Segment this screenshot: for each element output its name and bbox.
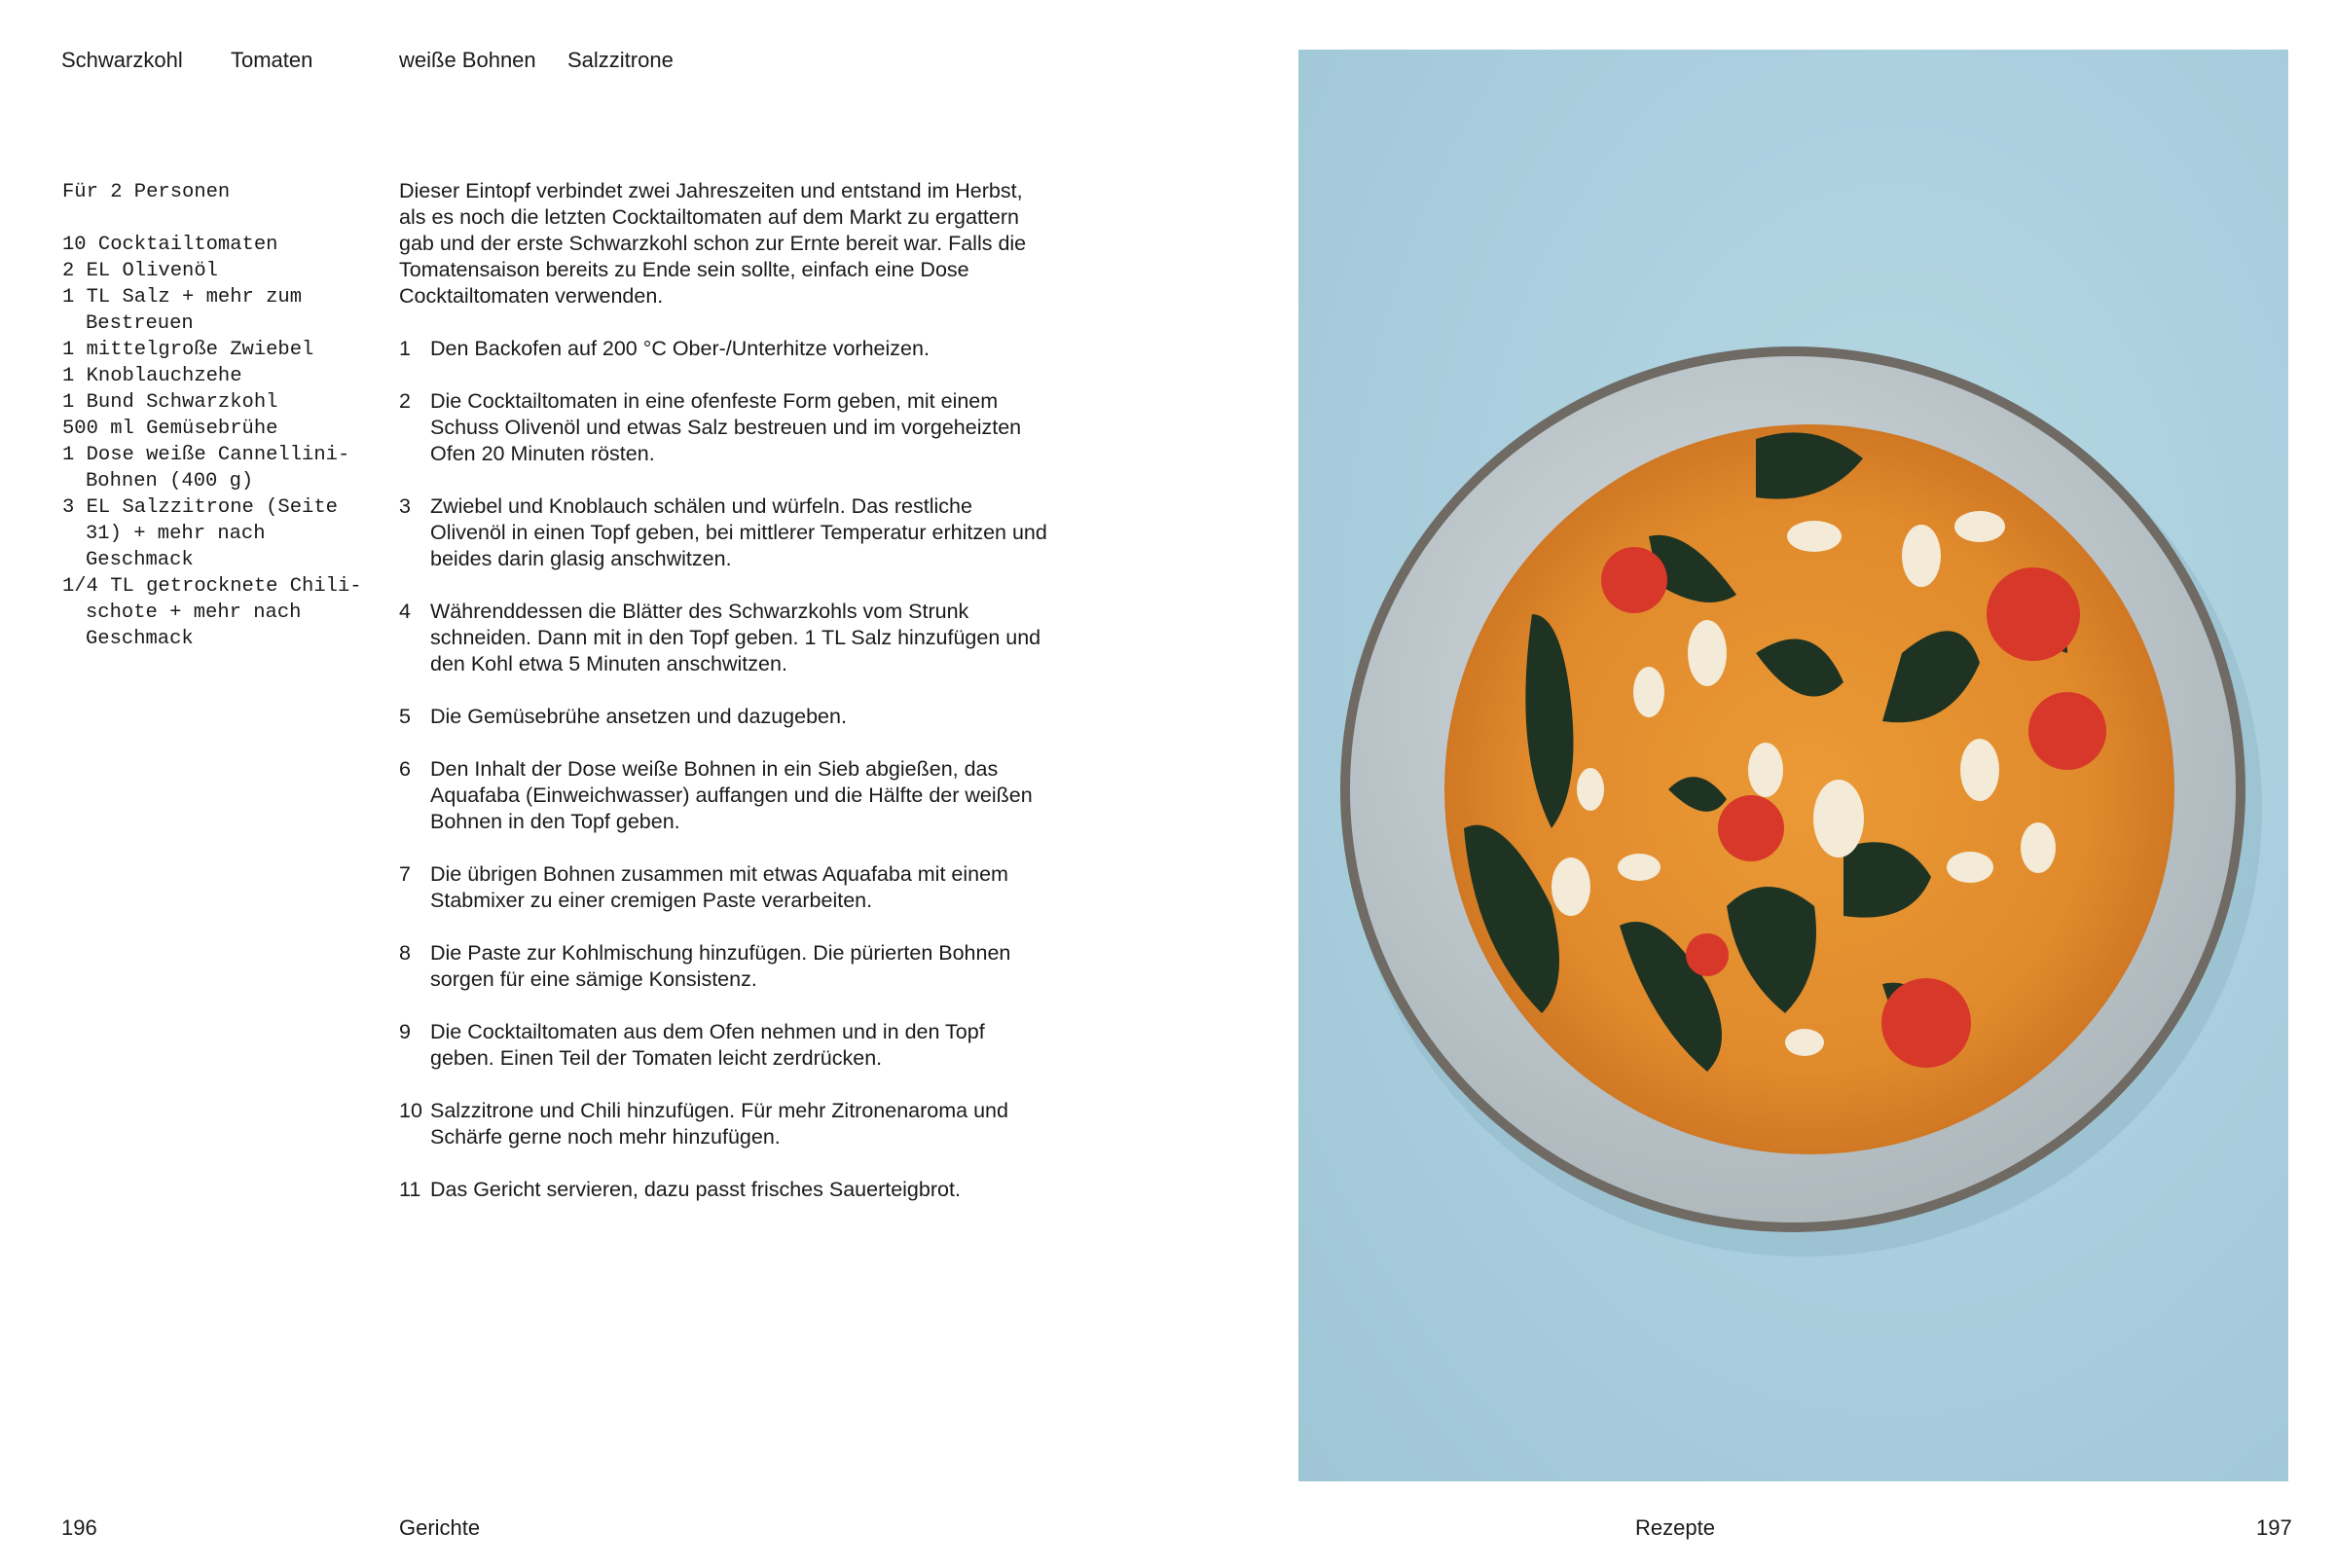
step-text: Zwiebel und Knoblauch schälen und würfeln. Das restliche Olivenöl in einen Topf geben, bei mittlerer Temperatur erhitzen und beides darin glasig anschwitzen. (430, 494, 1047, 570)
step-text: Die Gemüsebrühe ansetzen und dazugeben. (430, 705, 847, 728)
step-number: 7 (399, 862, 411, 886)
left-page-number: 196 (61, 1515, 97, 1540)
right-page-number: 197 (2256, 1515, 2292, 1540)
ingredient-item: 1 Bund Schwarzkohl (62, 391, 278, 414)
step-number: 5 (399, 705, 411, 728)
step-text: Die übrigen Bohnen zusammen mit etwas Aquafaba mit einem Stabmixer zu einer cremigen Paste verarbeiten. (430, 862, 1008, 912)
recipe-method (399, 178, 1051, 1229)
step-number: 8 (399, 941, 411, 965)
ingredient-item: 1 TL Salz + mehr zum Bestreuen (62, 286, 303, 335)
step-number: 9 (399, 1020, 411, 1043)
step-text: Den Backofen auf 200 °C Ober-/Unterhitze vorheizen. (430, 337, 930, 360)
ingredient-item: 1 mittelgroße Zwiebel (62, 339, 314, 361)
step-number: 1 (399, 337, 411, 360)
ingredient-item: 3 EL Salzzitrone (Seite 31) + mehr nach Geschmack (62, 496, 338, 571)
step-text: Die Cocktailtomaten in eine ofenfeste Form geben, mit einem Schuss Olivenöl und etwas Salz bestreuen und im vorgeheizten Ofen 20 Minuten rösten. (430, 389, 1022, 465)
step-text: Die Paste zur Kohlmischung hinzufügen. Die pürierten Bohnen sorgen für eine sämige Konsistenz. (430, 941, 1011, 991)
step-text: Die Cocktailtomaten aus dem Ofen nehmen und in den Topf geben. Einen Teil der Tomaten leicht zerdrücken. (430, 1020, 985, 1070)
soup-bowl-illustration (1298, 50, 2288, 1481)
method-step (399, 1019, 1051, 1072)
step-text: Das Gericht servieren, dazu passt frisches Sauerteigbrot. (430, 1178, 961, 1201)
method-step (399, 1177, 1051, 1203)
method-step (399, 1098, 1051, 1150)
method-step (399, 756, 1051, 835)
ingredient-item: 1 Knoblauchzehe (62, 365, 242, 387)
ingredient-item: 500 ml Gemüsebrühe (62, 418, 278, 440)
header-tag-salzzitrone: Salzzitrone (567, 48, 674, 72)
method-step (399, 336, 1051, 362)
left-section-label: Gerichte (399, 1515, 481, 1540)
header-tag-weisse-bohnen: weiße Bohnen (399, 48, 536, 72)
ingredient-item: 1/4 TL getrocknete Chili-schote + mehr nach Geschmack (62, 575, 362, 650)
step-number: 3 (399, 494, 411, 518)
step-number: 2 (399, 389, 411, 413)
step-number: 10 (399, 1099, 422, 1122)
step-text: Den Inhalt der Dose weiße Bohnen in ein Sieb abgießen, das Aquafaba (Einweichwasser) auffangen und die Hälfte der weißen Bohnen in den Topf geben. (430, 757, 1033, 833)
method-step (399, 861, 1051, 914)
method-step (399, 704, 1051, 730)
step-number: 11 (399, 1178, 421, 1201)
header-tag-schwarzkohl: Schwarzkohl (61, 48, 183, 72)
step-number: 4 (399, 600, 411, 623)
recipe-intro: Dieser Eintopf verbindet zwei Jahreszeiten und entstand im Herbst, als es noch die letzten Cocktailtomaten auf dem Markt zu ergattern gab und der erste Schwarzkohl schon zur Ernte bereit war. Falls die Tomatensaison bereits zu Ende sein sollte, einfach eine Dose Cocktailtomaten verwenden. (399, 179, 1027, 308)
right-section-label: Rezepte (1635, 1515, 1715, 1540)
method-step (399, 388, 1051, 467)
soup-bowl-photo (1298, 50, 2288, 1481)
step-number: 6 (399, 757, 411, 781)
method-step (399, 493, 1051, 572)
step-text: Salzzitrone und Chili hinzufügen. Für mehr Zitronenaroma und Schärfe gerne noch mehr hinzufügen. (430, 1099, 1008, 1149)
header-tag-tomaten: Tomaten (231, 48, 313, 72)
method-step (399, 940, 1051, 993)
method-step (399, 599, 1051, 677)
ingredient-item: 2 EL Olivenöl (62, 260, 218, 282)
ingredient-item: 1 Dose weiße Cannellini-Bohnen (400 g) (62, 444, 350, 492)
ingredient-item: 10 Cocktailtomaten (62, 234, 278, 256)
ingredients-list (62, 179, 383, 652)
servings-label: Für 2 Personen (62, 181, 231, 203)
step-text: Währenddessen die Blätter des Schwarzkohls vom Strunk schneiden. Dann mit in den Topf geben. 1 TL Salz hinzufügen und den Kohl etwa 5 Minuten anschwitzen. (430, 600, 1041, 675)
